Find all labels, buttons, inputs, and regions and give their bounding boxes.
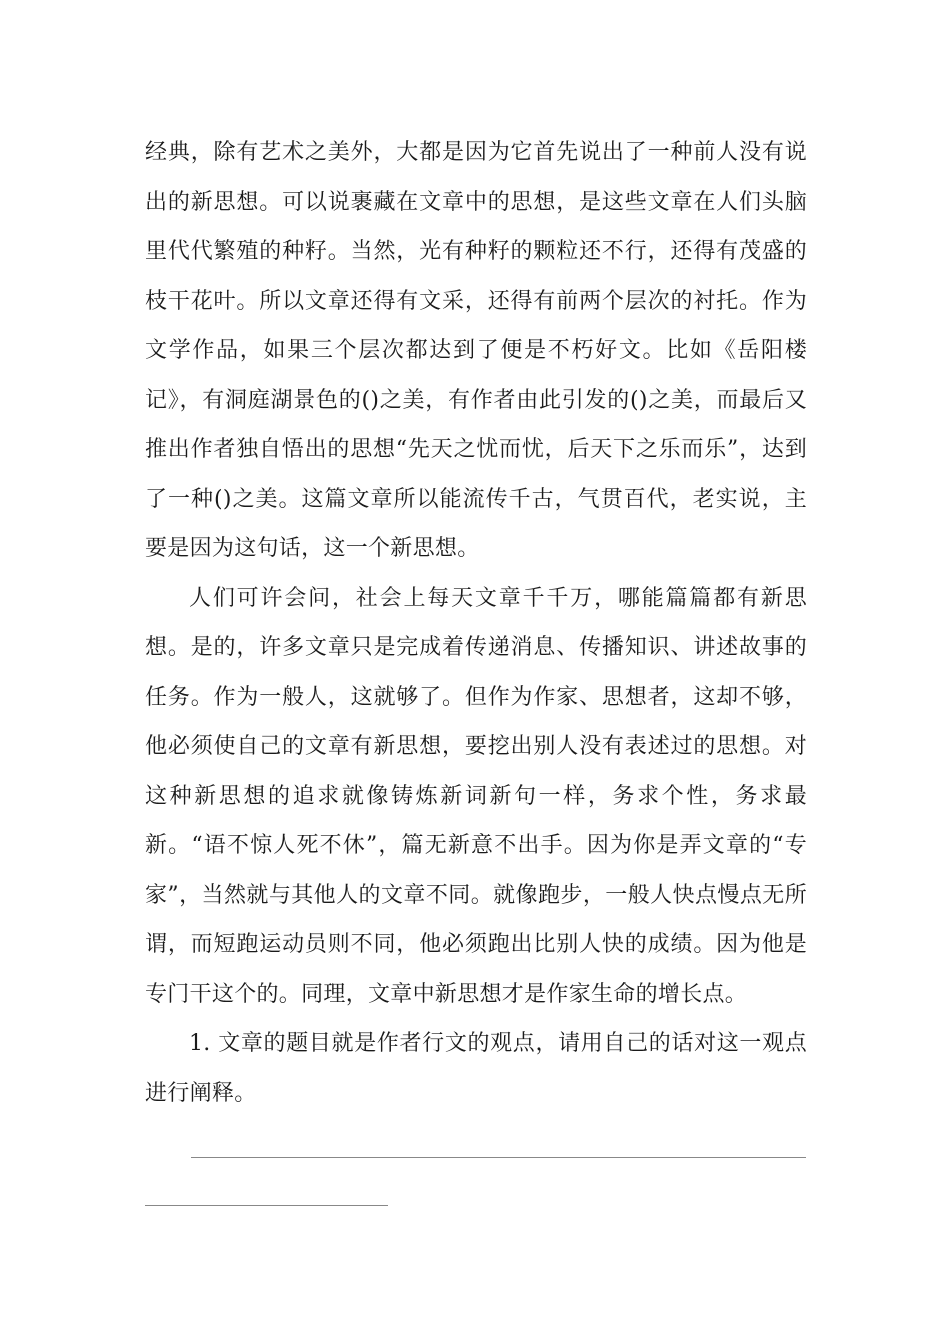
document-body [145, 128, 807, 1118]
question-1: 1. 文章的题目就是作者行文的观点，请用自己的话对这一观点进行阐释。 [145, 1031, 807, 1106]
paragraph-new-thought: 人们可许会问，社会上每天文章千千万，哪能篇篇都有新思想。是的，许多文章只是完成着传递消息、传播知识、讲述故事的任务。作为一般人，这就够了。但作为作家、思想者，这却不够，他必须使自己的文章有新思想，要挖出别人没有表述过的思想。对这种新思想的追求就像铸炼新词新句一样，务求个性，务求最新。“语不惊人死不休”，篇无新意不出手。因为你是弄文章的“专家”，当然就与其他人的文章不同。就像跑步，一般人快点慢点无所谓，而短跑运动员则不同，他必须跑出比别人快的成绩。因为他是专门干这个的。同理，文章中新思想才是作家生命的增长点。 [145, 585, 807, 1007]
answer-line[interactable] [145, 1205, 388, 1206]
answer-line[interactable] [191, 1157, 806, 1158]
paragraph-continued: 经典，除有艺术之美外，大都是因为它首先说出了一种前人没有说出的新思想。可以说裹藏在文章中的思想，是这些文章在人们头脑里代代繁殖的种籽。当然，光有种籽的颗粒还不行，还得有茂盛的枝干花叶。所以文章还得有文采，还得有前两个层次的衬托。作为文学作品，如果三个层次都达到了便是不朽好文。比如《岳阳楼记》，有洞庭湖景色的()之美，有作者由此引发的()之美，而最后又推出作者独自悟出的思想“先天之忧而忧，后天下之乐而乐”，达到了一种()之美。这篇文章所以能流传千古，气贯百代，老实说，主要是因为这句话，这一个新思想。 [145, 140, 807, 561]
